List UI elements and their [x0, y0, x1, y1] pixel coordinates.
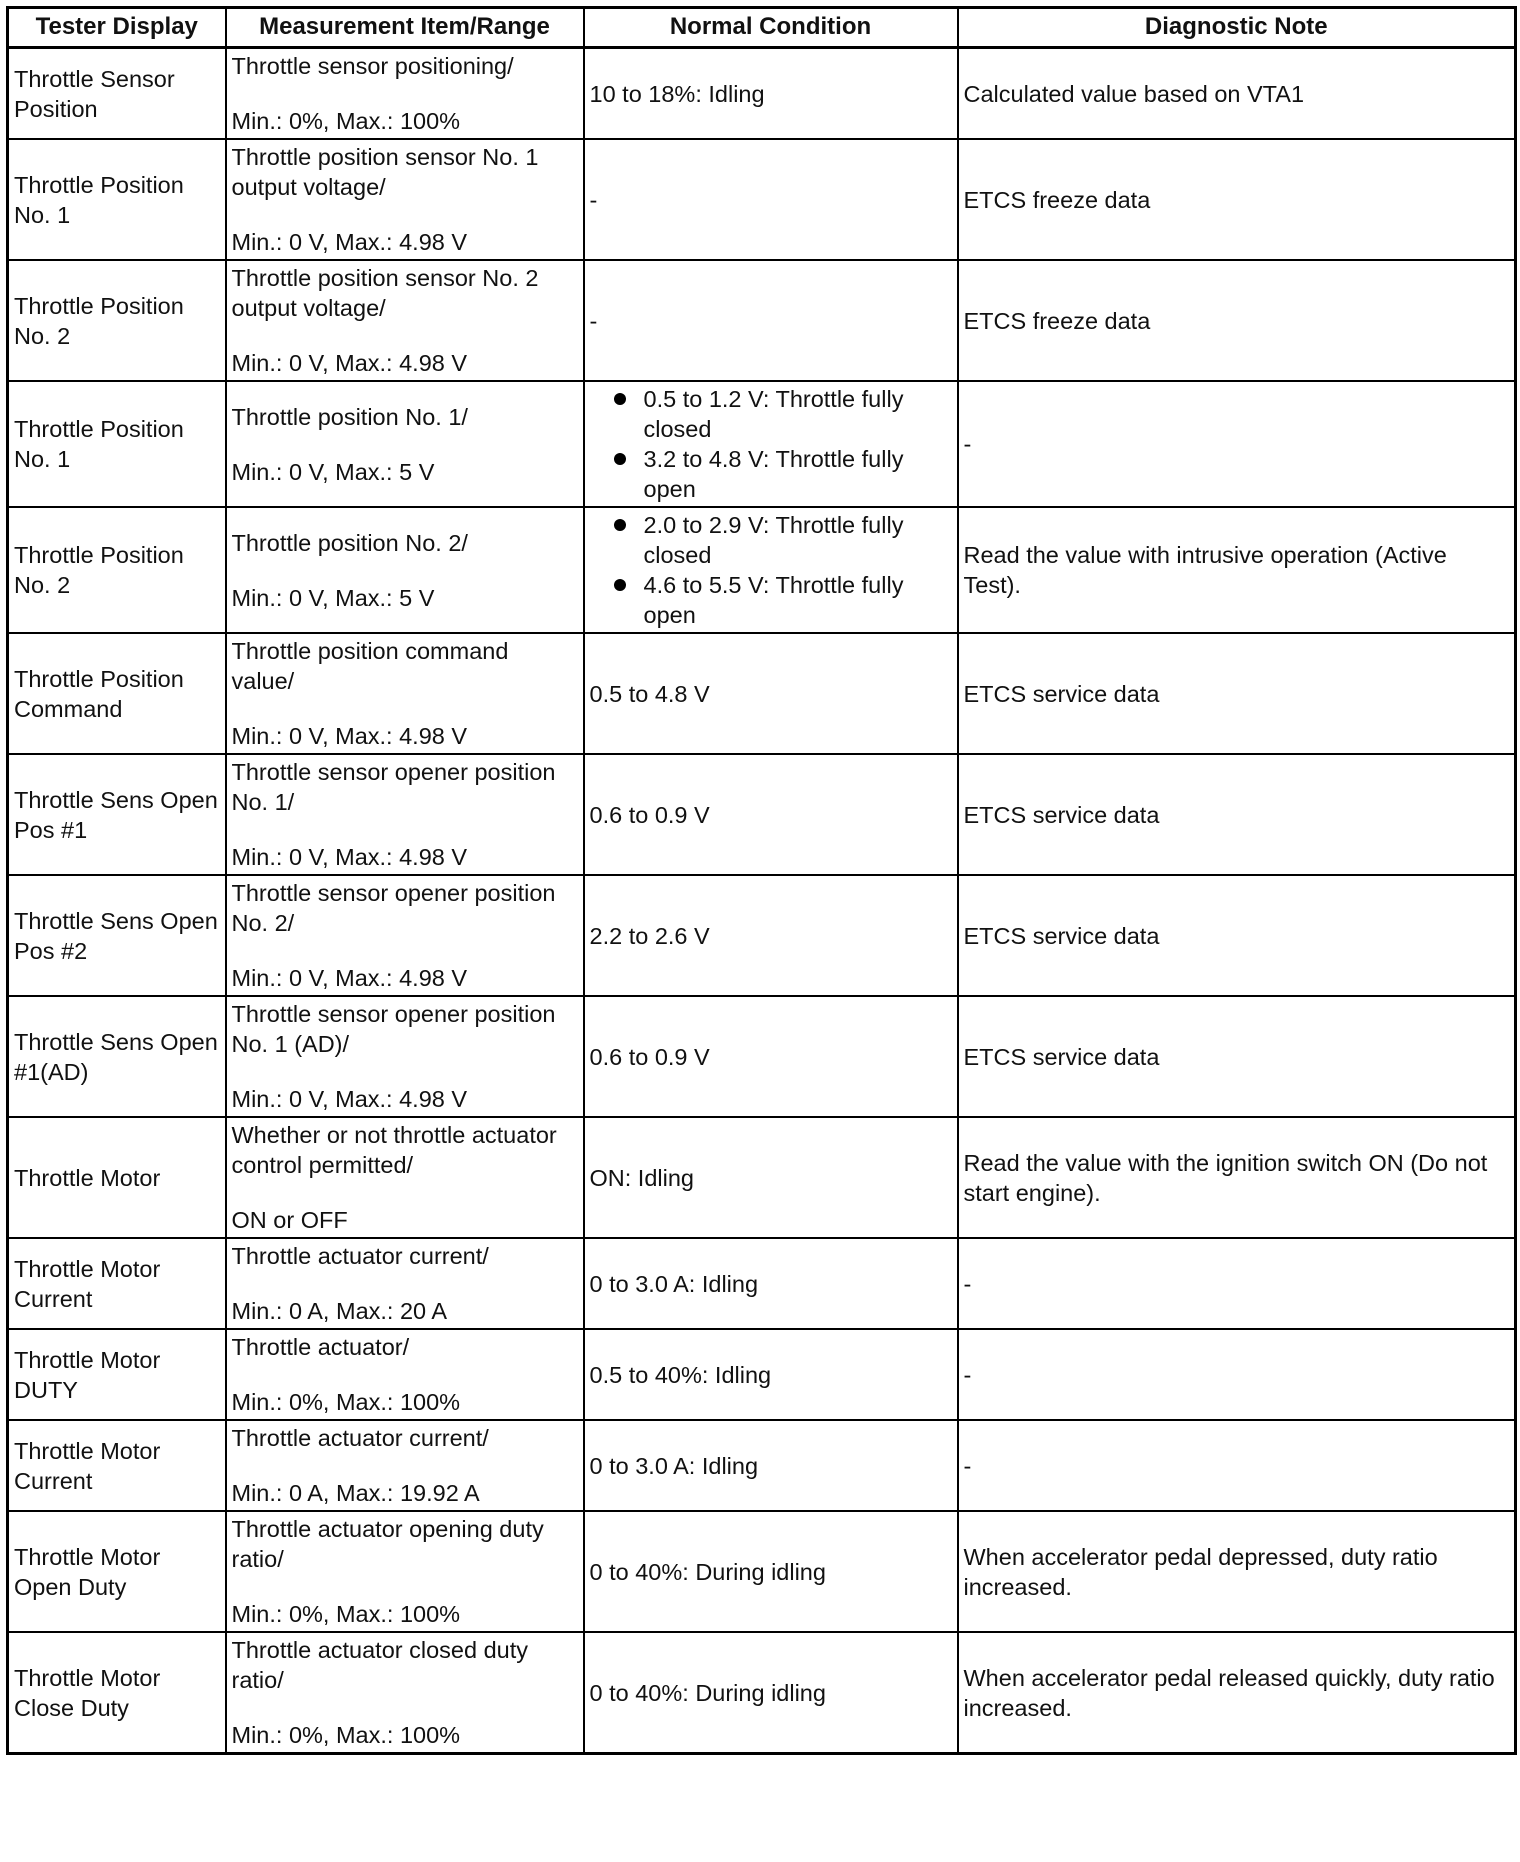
measurement-item-text: Throttle actuator closed duty ratio/: [231, 1637, 529, 1693]
tester-display-cell: Throttle Motor Open Duty: [8, 1511, 226, 1632]
diagnostic-note-cell: ETCS service data: [958, 754, 1516, 875]
normal-condition-cell: 0.5 to 4.8 V: [584, 633, 958, 754]
diagnostic-note-cell: -: [958, 1420, 1516, 1511]
table-row: [8, 875, 1516, 996]
table-row: [8, 754, 1516, 875]
measurement-range-text: Min.: 0 V, Max.: 4.98 V: [231, 965, 468, 991]
measurement-item-cell: [226, 1511, 584, 1632]
normal-condition-cell: -: [584, 260, 958, 381]
header-tester-display: Tester Display: [8, 8, 226, 48]
tester-display-cell: Throttle Motor DUTY: [8, 1329, 226, 1420]
measurement-item-text: Throttle sensor opener position No. 1 (AD)/: [231, 1001, 556, 1057]
table-row: [8, 1238, 1516, 1329]
diagnostic-note-cell: ETCS freeze data: [958, 139, 1516, 260]
normal-condition-cell: 0 to 40%: During idling: [584, 1511, 958, 1632]
condition-list: [590, 384, 951, 504]
table-body: [8, 48, 1516, 1754]
table-row: [8, 48, 1516, 140]
measurement-item-cell: [226, 139, 584, 260]
tester-display-cell: Throttle Motor Current: [8, 1238, 226, 1329]
measurement-item-text: Throttle actuator current/: [231, 1243, 489, 1269]
header-normal-condition: Normal Condition: [584, 8, 958, 48]
measurement-item-cell: [226, 381, 584, 507]
measurement-item-text: Throttle sensor opener position No. 1/: [231, 759, 556, 815]
table-row: [8, 139, 1516, 260]
measurement-item-text: Throttle actuator/: [231, 1334, 410, 1360]
condition-list: [590, 510, 951, 630]
normal-condition-cell: 10 to 18%: Idling: [584, 48, 958, 140]
measurement-item-text: Throttle actuator opening duty ratio/: [231, 1516, 544, 1572]
measurement-item-cell: [226, 48, 584, 140]
measurement-item-text: Throttle position command value/: [231, 638, 509, 694]
header-measurement-item-range: Measurement Item/Range: [226, 8, 584, 48]
diagnostic-note-cell: -: [958, 1238, 1516, 1329]
diagnostic-note-cell: Read the value with the ignition switch ON (Do not start engine).: [958, 1117, 1516, 1238]
measurement-item-cell: [226, 875, 584, 996]
measurement-range-text: Min.: 0%, Max.: 100%: [231, 1389, 461, 1415]
measurement-range-text: Min.: 0 A, Max.: 19.92 A: [231, 1480, 480, 1506]
measurement-item-cell: [226, 1117, 584, 1238]
tester-display-cell: Throttle Motor Close Duty: [8, 1632, 226, 1754]
diagnostic-note-cell: ETCS service data: [958, 633, 1516, 754]
header-diagnostic-note: Diagnostic Note: [958, 8, 1516, 48]
diagnostic-note-cell: Calculated value based on VTA1: [958, 48, 1516, 140]
normal-condition-cell: 0.6 to 0.9 V: [584, 996, 958, 1117]
measurement-item-cell: [226, 633, 584, 754]
measurement-range-text: Min.: 0 V, Max.: 4.98 V: [231, 1086, 468, 1112]
measurement-item-cell: [226, 996, 584, 1117]
measurement-item-cell: [226, 1329, 584, 1420]
data-list-table: [6, 6, 1517, 1755]
measurement-range-text: Min.: 0 V, Max.: 5 V: [231, 584, 435, 611]
diagnostic-note-cell: When accelerator pedal released quickly, duty ratio increased.: [958, 1632, 1516, 1754]
measurement-item-cell: [226, 754, 584, 875]
measurement-item-text: Throttle sensor positioning/: [231, 53, 514, 79]
diagnostic-note-cell: ETCS service data: [958, 996, 1516, 1117]
measurement-range-text: Min.: 0 V, Max.: 4.98 V: [231, 350, 468, 376]
table-row: [8, 1329, 1516, 1420]
measurement-item-text: Whether or not throttle actuator control permitted/: [231, 1122, 557, 1178]
measurement-range-text: Min.: 0 V, Max.: 4.98 V: [231, 844, 468, 870]
measurement-item-text: Throttle position No. 2/: [231, 529, 468, 556]
tester-display-cell: Throttle Motor: [8, 1117, 226, 1238]
tester-display-cell: Throttle Sens Open Pos #1: [8, 754, 226, 875]
diagnostic-note-cell: When accelerator pedal depressed, duty ratio increased.: [958, 1511, 1516, 1632]
diagnostic-note-cell: -: [958, 1329, 1516, 1420]
condition-list-item: 2.0 to 2.9 V: Throttle fully closed: [610, 510, 951, 570]
measurement-item-text: Throttle actuator current/: [231, 1425, 489, 1451]
condition-list-item: 0.5 to 1.2 V: Throttle fully closed: [610, 384, 951, 444]
tester-display-cell: Throttle Position Command: [8, 633, 226, 754]
measurement-item-cell: [226, 260, 584, 381]
measurement-range-text: Min.: 0 V, Max.: 4.98 V: [231, 229, 468, 255]
normal-condition-cell: [584, 507, 958, 633]
table-row: [8, 260, 1516, 381]
diagnostic-note-cell: -: [958, 381, 1516, 507]
tester-display-cell: Throttle Sens Open #1(AD): [8, 996, 226, 1117]
tester-display-cell: Throttle Position No. 1: [8, 381, 226, 507]
tester-display-cell: Throttle Position No. 2: [8, 260, 226, 381]
tester-display-cell: Throttle Position No. 1: [8, 139, 226, 260]
measurement-item-cell: [226, 507, 584, 633]
table-row: [8, 381, 1516, 507]
measurement-range-text: Min.: 0 A, Max.: 20 A: [231, 1298, 448, 1324]
normal-condition-cell: [584, 381, 958, 507]
tester-display-cell: Throttle Sens Open Pos #2: [8, 875, 226, 996]
condition-list-item: 4.6 to 5.5 V: Throttle fully open: [610, 570, 951, 630]
table-row: [8, 1117, 1516, 1238]
tester-display-cell: Throttle Motor Current: [8, 1420, 226, 1511]
measurement-range-text: Min.: 0%, Max.: 100%: [231, 108, 461, 134]
normal-condition-cell: 0 to 40%: During idling: [584, 1632, 958, 1754]
measurement-item-cell: [226, 1420, 584, 1511]
measurement-item-text: Throttle position No. 1/: [231, 403, 468, 430]
measurement-item-cell: [226, 1238, 584, 1329]
table-header-row: [8, 8, 1516, 48]
table-row: [8, 1511, 1516, 1632]
measurement-item-cell: [226, 1632, 584, 1754]
diagnostic-note-cell: ETCS service data: [958, 875, 1516, 996]
condition-list-item: 3.2 to 4.8 V: Throttle fully open: [610, 444, 951, 504]
normal-condition-cell: 2.2 to 2.6 V: [584, 875, 958, 996]
table-row: [8, 1632, 1516, 1754]
measurement-range-text: Min.: 0 V, Max.: 4.98 V: [231, 723, 468, 749]
measurement-range-text: ON or OFF: [231, 1207, 348, 1233]
tester-display-cell: Throttle Sensor Position: [8, 48, 226, 140]
measurement-range-text: Min.: 0 V, Max.: 5 V: [231, 458, 435, 485]
measurement-item-text: Throttle position sensor No. 1 output voltage/: [231, 144, 539, 200]
diagnostic-note-cell: ETCS freeze data: [958, 260, 1516, 381]
normal-condition-cell: ON: Idling: [584, 1117, 958, 1238]
data-list-table-container: [6, 6, 1514, 1755]
measurement-item-text: Throttle sensor opener position No. 2/: [231, 880, 556, 936]
diagnostic-note-cell: Read the value with intrusive operation (Active Test).: [958, 507, 1516, 633]
normal-condition-cell: 0.6 to 0.9 V: [584, 754, 958, 875]
normal-condition-cell: 0 to 3.0 A: Idling: [584, 1238, 958, 1329]
table-row: [8, 633, 1516, 754]
normal-condition-cell: 0 to 3.0 A: Idling: [584, 1420, 958, 1511]
table-row: [8, 1420, 1516, 1511]
measurement-range-text: Min.: 0%, Max.: 100%: [231, 1601, 461, 1627]
normal-condition-cell: 0.5 to 40%: Idling: [584, 1329, 958, 1420]
tester-display-cell: Throttle Position No. 2: [8, 507, 226, 633]
table-row: [8, 507, 1516, 633]
table-row: [8, 996, 1516, 1117]
measurement-range-text: Min.: 0%, Max.: 100%: [231, 1722, 461, 1748]
normal-condition-cell: -: [584, 139, 958, 260]
measurement-item-text: Throttle position sensor No. 2 output voltage/: [231, 265, 539, 321]
